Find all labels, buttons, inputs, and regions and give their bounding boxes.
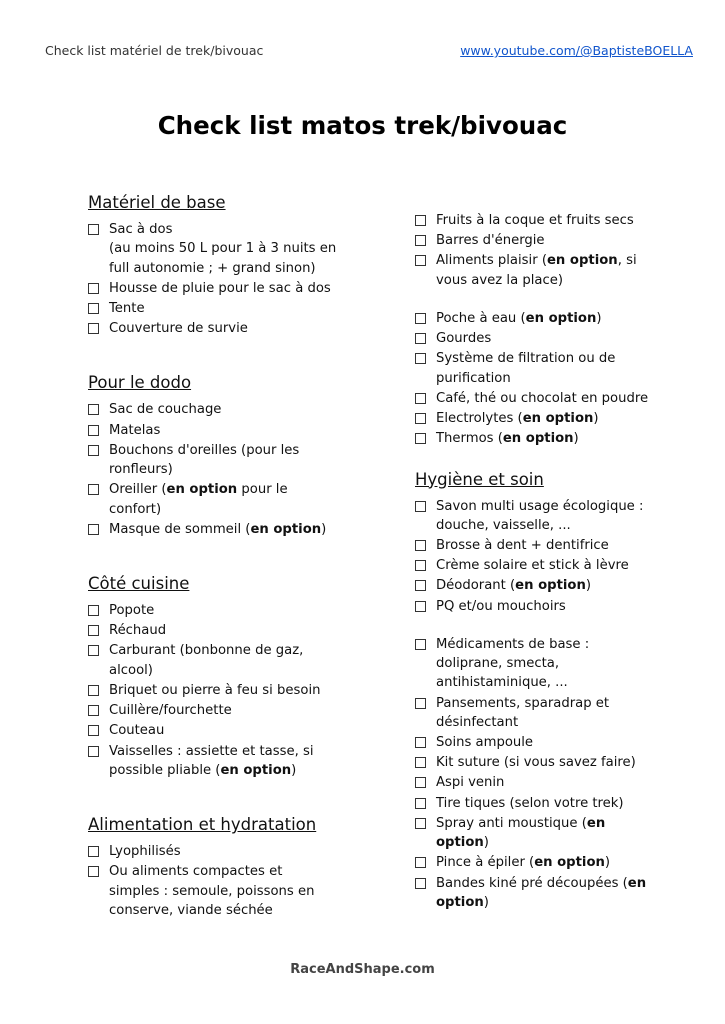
checklist-item[interactable] (88, 520, 388, 539)
item-text-line: Briquet ou pierre à feu si besoin (109, 682, 321, 698)
checklist-item[interactable] (415, 556, 715, 575)
checkbox-icon[interactable] (415, 333, 426, 344)
checklist-item[interactable] (88, 681, 388, 700)
checklist-item-text (436, 578, 591, 593)
item-text-line: Aspi venin (436, 775, 505, 791)
checkbox-icon[interactable] (88, 425, 99, 436)
item-text-line: Système de filtration ou de (436, 351, 616, 367)
checklist-item[interactable] (88, 319, 388, 338)
checkbox-icon[interactable] (415, 639, 426, 650)
checklist-item-text (109, 844, 181, 859)
checklist-item[interactable] (88, 441, 388, 480)
checklist-item[interactable] (88, 842, 388, 861)
item-text-part: ) (604, 855, 611, 871)
option-label: en option (250, 521, 322, 537)
checklist-item-text (109, 864, 314, 918)
item-text-line: Popote (109, 603, 155, 619)
checklist-item-text (436, 499, 643, 533)
checklist-item-text (436, 735, 533, 750)
checklist-item-text (436, 411, 599, 426)
item-text-line: Sac à dos (109, 222, 173, 237)
checklist-item[interactable] (415, 753, 715, 772)
item-text-line: antihistaminique, ... (436, 675, 568, 691)
checkbox-icon[interactable] (88, 645, 99, 656)
checklist-item[interactable] (415, 389, 715, 408)
checkbox-icon[interactable] (88, 625, 99, 636)
checklist-item[interactable] (88, 480, 388, 519)
item-text-part: Electrolytes ( (436, 411, 523, 427)
checkbox-icon[interactable] (415, 580, 426, 591)
checklist-item[interactable] (88, 862, 388, 920)
checklist-item-text (436, 816, 605, 850)
item-text-line: Carburant (bonbonne de gaz, (109, 643, 304, 659)
item-text-line: purification (436, 370, 511, 386)
item-text-part: pour le (237, 482, 288, 498)
checklist-item[interactable] (88, 601, 388, 620)
checklist-item[interactable] (88, 641, 388, 680)
checklist-items (415, 635, 715, 912)
checkbox-icon[interactable] (415, 255, 426, 266)
checklist-item-text (109, 744, 313, 778)
option-label: en option (534, 855, 605, 871)
checklist-item-text (109, 301, 145, 316)
checklist-item-text (436, 311, 602, 326)
checkbox-icon[interactable] (415, 777, 426, 788)
section-title-cote-cuisine: Côté cuisine (88, 574, 190, 594)
checklist-items (88, 220, 388, 338)
item-text-part: Déodorant ( (436, 578, 516, 594)
checklist-item-text (109, 402, 221, 417)
item-text-line: Tire tiques (selon votre trek) (436, 795, 624, 811)
checklist-item[interactable] (415, 694, 715, 733)
section-title-hygiene-et-soin: Hygiène et soin (415, 469, 544, 489)
checklist-item[interactable] (415, 773, 715, 792)
checklist-item-text (109, 522, 326, 537)
checklist-item-text (436, 331, 491, 346)
checklist-item[interactable] (88, 621, 388, 640)
header-doc-title: Check list matériel de trek/bivouac (45, 43, 264, 58)
checklist-item[interactable] (415, 349, 715, 388)
item-text-line: désinfectant (436, 714, 519, 730)
item-text-part: ) (573, 431, 579, 447)
item-text-line: full autonomie ; + grand sinon) (109, 260, 316, 276)
checklist-item[interactable] (415, 251, 715, 290)
checkbox-icon[interactable] (415, 413, 426, 424)
checklist-item-text (436, 351, 615, 385)
checkbox-icon[interactable] (88, 484, 99, 495)
item-text-part: Vaisselles : assiette et tasse, si (109, 743, 314, 759)
checklist-item-text (436, 431, 579, 446)
option-label: en option (525, 310, 597, 326)
checklist-item[interactable] (415, 635, 715, 693)
checklist-item[interactable] (415, 231, 715, 250)
checklist-item[interactable] (415, 576, 715, 595)
option-label: en (627, 875, 647, 891)
item-text-part: possible pliable ( (109, 762, 221, 778)
checkbox-icon[interactable] (415, 560, 426, 571)
checklist-item-text (436, 796, 624, 811)
checklist-item[interactable] (415, 409, 715, 428)
checklist-item[interactable] (415, 429, 715, 448)
item-text-part: ) (321, 521, 327, 537)
youtube-link[interactable]: www.youtube.com/@BaptisteBOELLA (460, 43, 693, 58)
option-label: en option (502, 431, 574, 447)
item-text-line: Brosse à dent + dentifrice (436, 537, 609, 553)
checklist-items (415, 309, 715, 449)
checkbox-icon[interactable] (88, 303, 99, 314)
checklist-items (88, 601, 388, 780)
item-text-line: PQ et/ou mouchoirs (436, 598, 566, 614)
option-label: en (586, 815, 606, 831)
checklist-item[interactable] (88, 742, 388, 781)
item-text-line: Savon multi usage écologique : (436, 498, 644, 514)
item-text-part: , si (617, 253, 637, 269)
checkbox-icon[interactable] (88, 283, 99, 294)
checkbox-icon[interactable] (415, 878, 426, 889)
item-text-line: conserve, viande séchée (109, 902, 273, 918)
item-text-line: Couteau (109, 723, 165, 739)
checklist-item-text (436, 755, 636, 770)
checklist-item[interactable] (415, 497, 715, 536)
item-text-line: (au moins 50 L pour 1 à 3 nuits en (109, 241, 337, 257)
checklist-section (415, 211, 715, 290)
item-text-line: Matelas (109, 422, 161, 438)
checklist-item-text (109, 603, 154, 618)
item-text-line: Couverture de survie (109, 321, 248, 337)
item-text-line: ronfleurs) (109, 462, 173, 478)
checklist-item-text (109, 482, 288, 516)
checkbox-icon[interactable] (415, 737, 426, 748)
item-text-part: vous avez la place) (436, 272, 563, 288)
checkbox-icon[interactable] (88, 404, 99, 415)
item-text-part: Aliments plaisir ( (436, 253, 547, 269)
checklist-item[interactable] (415, 853, 715, 872)
item-text-line: Médicaments de base : (436, 636, 590, 652)
item-text-part: Oreiller ( (109, 482, 167, 498)
checkbox-icon[interactable] (88, 705, 99, 716)
item-text-part: ) (291, 762, 297, 778)
checklist-section (88, 372, 388, 539)
checkbox-icon[interactable] (415, 313, 426, 324)
option-label: en option (166, 482, 238, 498)
item-text-line: simples : semoule, poissons en (109, 883, 315, 899)
option-label: en option (522, 411, 594, 427)
item-text-part: Masque de sommeil ( (109, 521, 251, 537)
item-text-part: ) (483, 835, 489, 851)
checkbox-icon[interactable] (415, 215, 426, 226)
option-label: option (436, 835, 484, 851)
checkbox-icon[interactable] (415, 818, 426, 829)
option-label: en option (220, 762, 292, 778)
section-title-materiel-de-base: Matériel de base (88, 193, 226, 212)
checkbox-icon[interactable] (415, 393, 426, 404)
checklist-right-column (415, 211, 715, 913)
item-text-part: Thermos ( (436, 431, 503, 447)
checkbox-icon[interactable] (88, 866, 99, 877)
checkbox-icon[interactable] (415, 601, 426, 612)
checklist-left-column (88, 192, 388, 921)
item-text-line: Crème solaire et stick à lèvre (436, 558, 629, 574)
checkbox-icon[interactable] (415, 757, 426, 768)
checklist-item[interactable] (88, 701, 388, 720)
item-text-line: Ou aliments compactes et (109, 864, 283, 880)
item-text-line: alcool) (109, 662, 153, 678)
section-title-pour-le-dodo: Pour le dodo (88, 373, 192, 393)
checklist-item[interactable] (415, 211, 715, 230)
page-title: Check list matos trek/bivouac (157, 111, 568, 140)
section-title-alimentation-et-hydratation: Alimentation et hydratation (88, 815, 317, 835)
checklist-item-text (109, 643, 303, 677)
checklist-item-text (436, 391, 648, 406)
checklist-item[interactable] (415, 597, 715, 616)
item-text-line: Lyophilisés (109, 844, 181, 860)
checklist-item-text (109, 423, 160, 438)
item-text-line: Gourdes (436, 331, 492, 347)
option-label: en option (546, 253, 618, 269)
checklist-item-text (436, 696, 609, 730)
item-text-line: Sac de couchage (109, 402, 222, 418)
checkbox-icon[interactable] (88, 685, 99, 696)
item-text-line: Café, thé ou chocolat en poudre (436, 390, 649, 406)
item-text-part: Bandes kiné pré découpées ( (436, 875, 628, 891)
checklist-item[interactable] (415, 309, 715, 328)
checklist-item-text (436, 233, 545, 248)
checklist-item-text (109, 623, 166, 638)
checkbox-icon[interactable] (415, 433, 426, 444)
item-text-part: ) (596, 310, 602, 326)
checklist-item[interactable] (415, 536, 715, 555)
item-text-line: douche, vaisselle, ... (436, 517, 571, 533)
checkbox-icon[interactable] (88, 224, 99, 235)
item-text-part: Pince à épiler ( (436, 855, 535, 871)
checklist-item[interactable] (415, 794, 715, 813)
checkbox-icon[interactable] (88, 445, 99, 456)
checklist-item[interactable] (415, 874, 715, 913)
checklist-items (415, 497, 715, 616)
checklist-item-text (436, 637, 589, 691)
item-text-line: Pansements, sparadrap et (436, 695, 610, 711)
checklist-item[interactable] (88, 220, 388, 278)
checkbox-icon[interactable] (88, 323, 99, 334)
checklist-item-text (109, 222, 336, 276)
checkbox-icon[interactable] (415, 540, 426, 551)
checkbox-icon[interactable] (415, 857, 426, 868)
item-text-part: confort) (109, 501, 162, 517)
checklist-item[interactable] (88, 721, 388, 740)
checklist-item-text (109, 703, 232, 718)
checklist-item-text (436, 855, 610, 870)
item-text-part: Poche à eau ( (436, 310, 526, 326)
checklist-item[interactable] (415, 814, 715, 853)
checklist-item-text (109, 683, 320, 698)
item-text-line: Housse de pluie pour le sac à dos (109, 280, 331, 296)
item-text-line: Kit suture (si vous savez faire) (436, 755, 636, 771)
checklist-item[interactable] (415, 329, 715, 348)
checklist-items (88, 842, 388, 920)
checkbox-icon[interactable] (415, 501, 426, 512)
checkbox-icon[interactable] (415, 353, 426, 364)
item-text-line: Fruits à la coque et fruits secs (436, 213, 634, 228)
footer-site-name: RaceAndShape.com (290, 962, 435, 977)
checklist-item[interactable] (88, 421, 388, 440)
checklist-item-text (436, 876, 646, 910)
checklist-item[interactable] (415, 733, 715, 752)
checkbox-icon[interactable] (415, 798, 426, 809)
checklist-section (415, 635, 715, 912)
checklist-item-text (109, 321, 248, 336)
checklist-section (415, 469, 715, 616)
checkbox-icon[interactable] (88, 524, 99, 535)
item-text-line: Cuillère/fourchette (109, 703, 232, 719)
checklist-item-text (109, 443, 299, 477)
checklist-items (415, 211, 715, 290)
item-text-line: Tente (109, 300, 145, 316)
checkbox-icon[interactable] (88, 725, 99, 736)
checklist-item-text (436, 599, 566, 614)
item-text-part: ) (593, 411, 599, 427)
item-text-part: ) (483, 894, 489, 910)
checklist-item-text (436, 558, 629, 573)
checkbox-icon[interactable] (88, 746, 99, 757)
checklist-item-text (436, 213, 634, 228)
checkbox-icon[interactable] (88, 846, 99, 857)
checklist-item[interactable] (88, 299, 388, 318)
checklist-item[interactable] (88, 279, 388, 298)
checklist-item-text (436, 775, 504, 790)
checklist-item-text (109, 281, 331, 296)
checklist-items (88, 400, 388, 539)
item-text-line: Soins ampoule (436, 735, 534, 751)
checklist-section (88, 573, 388, 780)
checkbox-icon[interactable] (88, 605, 99, 616)
checklist-item-text (436, 253, 637, 287)
item-text-line: doliprane, smecta, (436, 656, 560, 672)
checklist-section (88, 192, 388, 338)
item-text-line: Réchaud (109, 623, 167, 639)
checklist-section (88, 814, 388, 920)
item-text-part: Spray anti moustique ( (436, 815, 587, 831)
option-label: en option (515, 578, 586, 594)
checklist-item-text (109, 723, 164, 738)
checkbox-icon[interactable] (415, 235, 426, 246)
item-text-line: Bouchons d'oreilles (pour les (109, 442, 300, 458)
checklist-item-text (436, 538, 609, 553)
checkbox-icon[interactable] (415, 698, 426, 709)
item-text-line: Barres d'énergie (436, 233, 545, 249)
option-label: option (436, 894, 484, 910)
checklist-section (415, 309, 715, 449)
item-text-part: ) (585, 578, 592, 594)
checklist-item[interactable] (88, 400, 388, 419)
